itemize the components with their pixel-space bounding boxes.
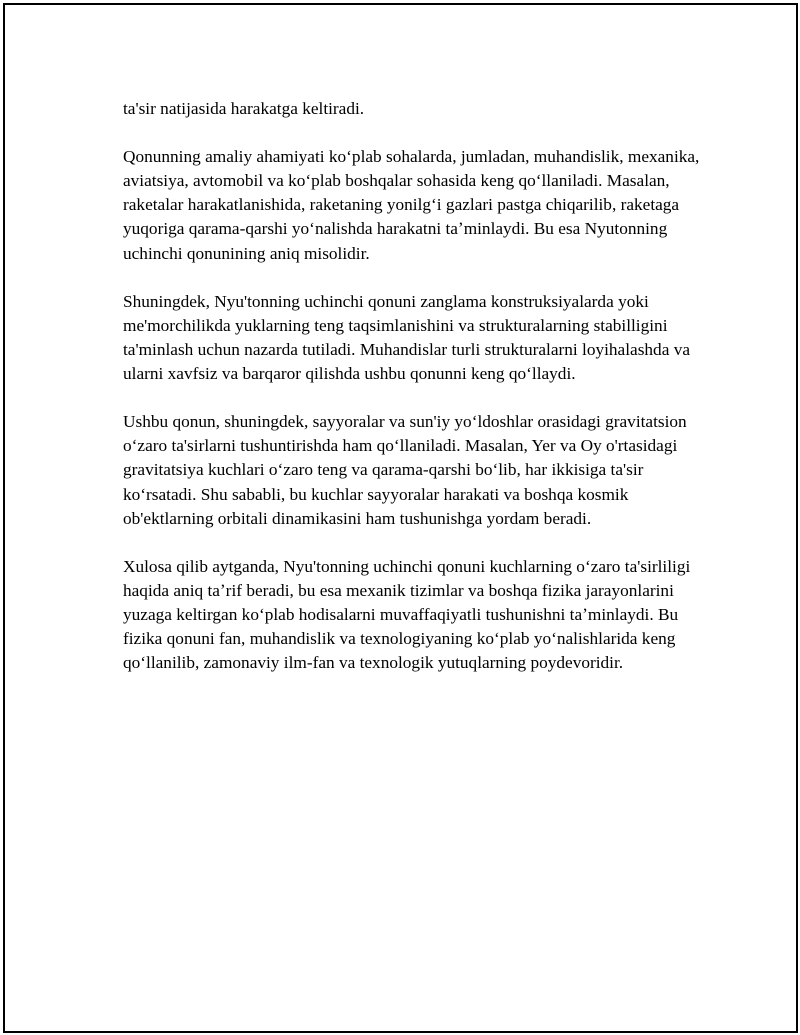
page-frame <box>3 3 798 1033</box>
paragraph: Ushbu qonun, shuningdek, sayyoralar va sun'iy yoʻldoshlar orasidagi gravitatsion oʻzaro ta'sirlarni tushuntirishda ham qoʻllaniladi. Masalan, Yer va Oy o'rtasidagi gravitatsiya kuchlari oʻzaro teng va qarama-qarshi boʻlib, har ikkisiga ta'sir koʻrsatadi. Shu sababli, bu kuchlar sayyoralar harakati va boshqa kosmik ob'ektlarning orbitali dinamikasini ham tushunishga yordam beradi. <box>123 412 687 528</box>
paragraph: Shuningdek, Nyu'tonning uchinchi qonuni zanglama konstruksiyalarda yoki me'morchilikda yuklarning teng taqsimlanishini va strukturalarning stabilligini ta'minlash uchun nazarda tutiladi. Muhandislar turli strukturalarni loyihalashda va ularni xavfsiz va barqaror qilishda ushbu qonunni keng qoʻllaydi. <box>123 291 690 384</box>
paragraph: ta'sir natijasida harakatga keltiradi. <box>123 99 365 118</box>
paragraph: Xulosa qilib aytganda, Nyu'tonning uchinchi qonuni kuchlarning oʻzaro ta'sirliligi haqida aniq taʼrif beradi, bu esa mexanik tizimlar va boshqa fizika jarayonlarini yuzaga keltirgan koʻplab hodisalarni muvaffaqiyatli tushunishni taʼminlaydi. Bu fizika qonuni fan, muhandislik va texnologiyaning koʻplab yoʻnalishlarida keng qoʻllanilib, zamonaviy ilm-fan va texnologik yutuqlarning poydevoridir. <box>123 556 691 673</box>
document-body <box>123 97 703 699</box>
paragraph: Qonunning amaliy ahamiyati koʻplab sohalarda, jumladan, muhandislik, mexanika, aviatsiya, avtomobil va koʻplab boshqalar sohasida keng qoʻllaniladi. Masalan, raketalar harakatlanishida, raketaning yonilgʻi gazlari pastga chiqarilib, raketaga yuqoriga qarama-qarshi yoʻnalishda harakatni taʼminlaydi. Bu esa Nyutonning uchinchi qonunining aniq misolidir. <box>123 147 700 263</box>
